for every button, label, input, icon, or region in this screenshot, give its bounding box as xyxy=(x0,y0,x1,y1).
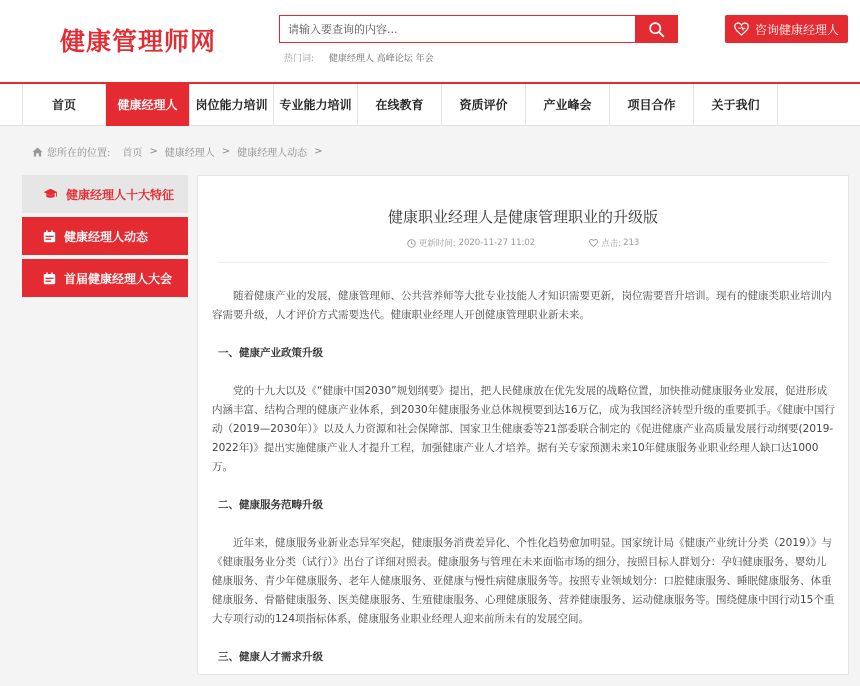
consult-heart-icon xyxy=(734,22,749,36)
update-value: 2020-11-27 11:02 xyxy=(458,238,536,248)
consult-label: 咨询健康经理人 xyxy=(754,22,839,37)
meta-divider xyxy=(218,262,828,263)
sidebar-item-label: 健康经理人十大特征 xyxy=(66,187,175,202)
breadcrumb xyxy=(32,144,330,159)
main-nav xyxy=(0,82,860,126)
article-panel xyxy=(197,175,849,675)
article-meta xyxy=(198,237,848,249)
nav-item[interactable]: 项目合作 xyxy=(610,84,694,126)
article-heading: 二、健康服务范畴升级 xyxy=(218,499,323,511)
clock-icon xyxy=(407,239,416,248)
click-count xyxy=(589,237,639,249)
hot-terms-links[interactable]: 健康经理人 高峰论坛 年会 xyxy=(328,54,434,64)
sidebar-item-label: 首届健康经理人大会 xyxy=(64,271,173,286)
sidebar-item-conference[interactable] xyxy=(22,259,188,297)
search-box xyxy=(279,15,678,43)
breadcrumb-item-manager[interactable]: 健康经理人 xyxy=(164,148,215,159)
nav-item[interactable]: 在线教育 xyxy=(358,84,442,126)
calendar-icon xyxy=(43,230,56,243)
clicks-value: 213 xyxy=(623,238,640,248)
article-paragraph: 近年来，健康服务业新业态异军突起，健康服务消费差异化、个性化趋势愈加明显。国家统计局《健康产业统计分类（2019）》与《健康服务业分类（试行）》出台了详细对照表。健康服务与管理在未来面临市场的细分，按照目标人群划分：孕妇健康服务、婴幼儿健康服务、青少年健康服务、老年人健康服务、亚健康与慢性病健康服务等。按照专业领域划分：口腔健康服务、睡眠健康服务、体重健康服务、骨骼健康服务、医美健康服务、生殖健康服务、心理健康服务、营养健康服务、运动健康服务等。围绕健康中国行动15个重大专项行动的124项指标体系，健康服务业职业经理人迎来前所未有的发展空间。 xyxy=(212,537,835,625)
nav-item[interactable]: 岗位能力培训 xyxy=(190,84,274,126)
nav-item[interactable]: 首页 xyxy=(22,84,106,126)
calendar-icon xyxy=(43,272,56,285)
search-icon xyxy=(648,21,665,38)
nav-item[interactable]: 产业峰会 xyxy=(526,84,610,126)
breadcrumb-item-news[interactable]: 健康经理人动态 xyxy=(237,148,308,159)
site-header xyxy=(0,0,860,82)
article-heading: 一、健康产业政策升级 xyxy=(218,347,323,359)
nav-item[interactable]: 关于我们 xyxy=(694,84,778,126)
article-body xyxy=(212,287,836,686)
breadcrumb-separator: > xyxy=(221,146,231,157)
sidebar-item-news[interactable] xyxy=(22,217,188,255)
update-label: 更新时间: xyxy=(418,239,456,249)
article-heading: 三、健康人才需求升级 xyxy=(218,651,323,663)
search-button[interactable] xyxy=(635,16,677,42)
breadcrumb-separator: > xyxy=(314,146,323,157)
nav-list xyxy=(22,84,778,126)
home-icon xyxy=(32,147,43,157)
sidebar-item-label: 健康经理人动态 xyxy=(64,229,149,244)
article-title: 健康职业经理人是健康管理职业的升级版 xyxy=(387,208,658,226)
search-input[interactable] xyxy=(280,16,636,42)
article-paragraph: 党的十九大以及《“健康中国2030”规划纲要》提出，把人民健康放在优先发展的战略位置，加快推动健康服务业发展，促进形成内涵丰富、结构合理的健康产业体系，到2030年健康服务业总体规模要到达16万亿，成为我国经济转型升级的重要抓手。《健康中国行动（2019—2030年）》以及人力资源和社会保障部、国家卫生健康委等21部委联合制定的《促进健康产业高质量发展行动纲要(2019-2022年)》提出实施健康产业人才提升工程，加强健康产业人才培养。据有关专家预测未来10年健康服务业职业经理人缺口达1000万。 xyxy=(212,385,835,473)
sidebar xyxy=(22,175,188,301)
clicks-label: 点击: xyxy=(601,239,622,249)
heart-icon xyxy=(589,239,598,247)
consult-button[interactable] xyxy=(725,15,848,43)
breadcrumb-item-home[interactable]: 首页 xyxy=(122,148,143,159)
site-logo[interactable]: 健康管理师网 xyxy=(60,27,217,56)
hot-terms xyxy=(284,51,434,64)
breadcrumb-separator: > xyxy=(149,146,158,157)
article-paragraph: 随着健康产业的发展，健康管理师、公共营养师等大批专业技能人才知识需要更新，岗位需要晋升培训。现有的健康类职业培训内容需要升级，人才评价方式需要迭代。健康职业经理人开创健康管理职业新未来。 xyxy=(212,290,832,321)
breadcrumb-prefix: 您所在的位置: xyxy=(47,148,111,159)
sidebar-item-features[interactable] xyxy=(22,175,188,213)
nav-item[interactable]: 健康经理人 xyxy=(106,84,190,126)
hot-terms-label: 热门词: xyxy=(284,54,315,64)
nav-item[interactable]: 专业能力培训 xyxy=(274,84,358,126)
nav-item[interactable]: 资质评价 xyxy=(442,84,526,126)
graduation-cap-icon xyxy=(43,188,58,200)
update-time xyxy=(407,237,535,249)
